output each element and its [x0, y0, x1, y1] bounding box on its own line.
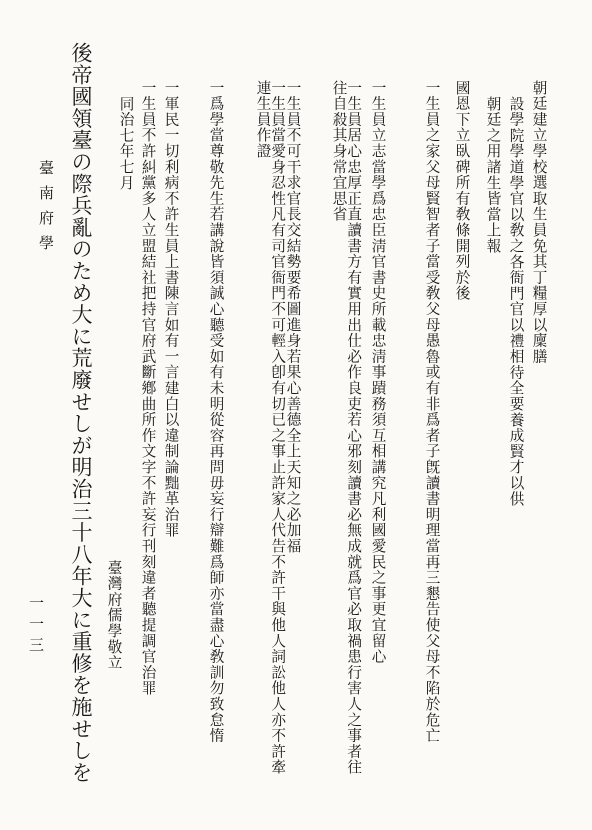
inscription-date: 同治七年七月 [117, 96, 135, 191]
rule-item: 一生員當愛身忍性凡有司官衙門不可輕入卽有切已之事止許家人代告不許干與他人詞訟他人亦不許牽連生員作證 [254, 80, 287, 776]
inscription-issuer: 臺灣府儒學敬立 [105, 560, 123, 671]
caption-text: 後帝國領臺の際兵亂のため大に荒廢せしが明治三十八年大に重修を施せしを [69, 42, 93, 784]
rules-intro-line: 朝廷之用諸生皆當上報 [484, 96, 502, 254]
rule-item: 一生員之家父母賢智者子當受敎父母愚魯或有非爲者子旣讀書明理當再三懇告使父母不陷於危亡 [423, 80, 441, 744]
rules-header: 朝廷建立學校選取生員免其丁糧厚以廩膳 [530, 80, 548, 365]
school-name: 臺南府學 [37, 160, 55, 260]
rule-item: 一生員立志當學爲忠臣淸官書史所載忠淸事蹟務須互相講究凡利國愛民之事更宜留心 [369, 80, 387, 665]
page-number: 一一三 [27, 595, 45, 658]
rule-item: 一軍民一切利病不許生員上書陳言如有一言建白以違制論黜革治罪 [162, 80, 180, 539]
rule-item: 一生員不許糾黨多人立盟結社把持官府武斷鄕曲所作文字不許妄行刊刻違者聽提調官治罪 [139, 80, 157, 697]
rules-intro-line: 設學院學道學官以敎之各衙門官以禮相待全要養成賢才以供 [507, 96, 525, 507]
rule-item: 一生員居心忠厚正直讀書方有實用出仕必作良吏若心邪刻讀書必無成就爲官必取禍患行害人之事者往往自殺其身常宜思省 [330, 80, 363, 776]
rule-item: 一生員不可干求官長交結勢要希圖進身若果心善德全上天知之必加福 [284, 80, 302, 554]
rules-intro-line: 國恩下立臥碑所有敎條開列於後 [453, 80, 471, 302]
rule-item: 一爲學當尊敬先生若講說皆須誠心聽受如有未明從容再問毋妄行辯難爲師亦當盡心敎訓勿致怠惰 [207, 80, 225, 744]
